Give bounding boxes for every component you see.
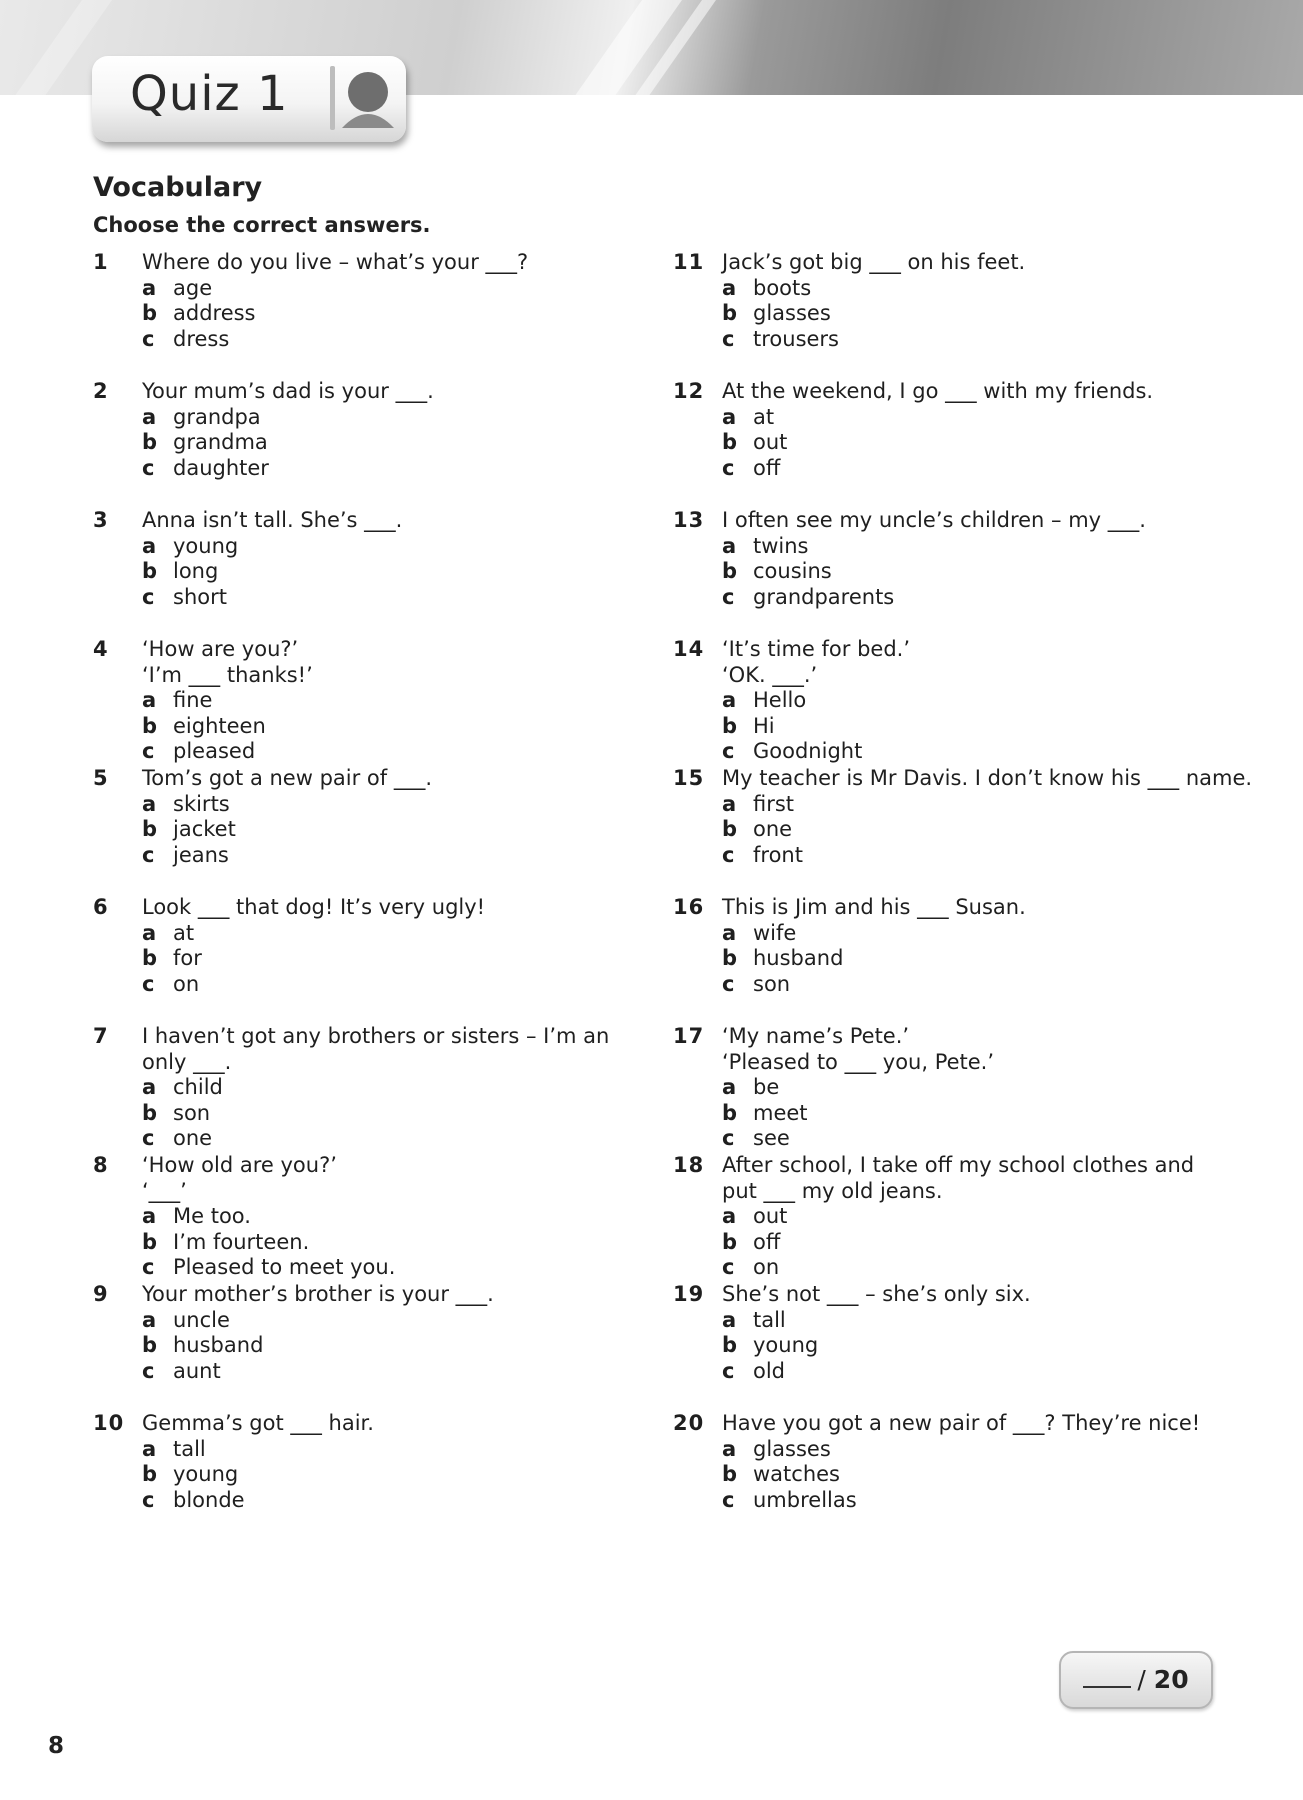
- option-letter: c: [142, 842, 155, 867]
- question-body: [142, 1153, 662, 1281]
- question-body: [722, 508, 1242, 610]
- option-letter: c: [722, 739, 735, 763]
- answer-option[interactable]: [722, 301, 1242, 327]
- question-number: 2: [93, 379, 109, 403]
- answer-option[interactable]: [142, 843, 662, 869]
- answer-option[interactable]: [722, 714, 1242, 740]
- option-text: dress: [173, 326, 230, 351]
- option-text: age: [173, 275, 213, 300]
- option-letter: c: [722, 455, 735, 480]
- question-body: [142, 508, 662, 610]
- option-letter: a: [722, 791, 737, 816]
- question-text: ‘I’m ___ thanks!’: [142, 662, 313, 687]
- option-letter: b: [142, 713, 158, 738]
- option-text: on: [173, 971, 200, 996]
- question-body: [142, 1282, 662, 1384]
- option-letter: a: [142, 275, 157, 300]
- option-letter: b: [722, 1229, 738, 1254]
- answer-option[interactable]: [722, 585, 1242, 611]
- answer-option[interactable]: [142, 1359, 662, 1385]
- option-letter: a: [722, 275, 737, 300]
- question-text: ‘How old are you?’: [142, 1153, 337, 1177]
- question-text: Anna isn’t tall. She’s ___.: [142, 508, 403, 532]
- option-text: be: [753, 1075, 780, 1099]
- answer-option[interactable]: [722, 688, 1242, 714]
- question-item: [673, 379, 1253, 508]
- score-total: 20: [1153, 1665, 1189, 1694]
- option-text: grandpa: [173, 404, 261, 429]
- question-body: [142, 766, 662, 868]
- option-letter: c: [142, 1126, 155, 1150]
- option-letter: b: [722, 430, 738, 454]
- question-number: 10: [93, 1411, 125, 1435]
- answer-option[interactable]: [722, 1359, 1242, 1385]
- option-text: glasses: [753, 1436, 831, 1461]
- question-item: [93, 508, 673, 637]
- question-text: put ___ my old jeans.: [722, 1178, 943, 1203]
- option-text: blonde: [173, 1487, 245, 1512]
- option-text: off: [753, 455, 781, 480]
- option-text: boots: [753, 275, 812, 300]
- question-item: [673, 508, 1253, 637]
- option-text: see: [753, 1126, 790, 1150]
- option-letter: b: [722, 1333, 738, 1357]
- question-body: [142, 895, 662, 997]
- question-item: [673, 1411, 1253, 1540]
- option-text: umbrellas: [753, 1487, 857, 1512]
- question-item: [93, 1411, 673, 1540]
- question-text: Tom’s got a new pair of ___.: [142, 766, 433, 790]
- option-letter: c: [142, 1487, 155, 1512]
- instructions: Choose the correct answers.: [93, 213, 431, 237]
- question-text: only ___.: [142, 1049, 232, 1074]
- question-text: ‘___’: [142, 1178, 187, 1203]
- answer-option[interactable]: [142, 921, 662, 947]
- answer-option[interactable]: [142, 585, 662, 611]
- option-text: out: [753, 430, 788, 454]
- option-letter: c: [142, 971, 155, 996]
- option-letter: a: [142, 688, 157, 712]
- option-letter: a: [722, 1307, 737, 1332]
- answer-option[interactable]: [142, 1101, 662, 1127]
- option-letter: b: [722, 713, 738, 738]
- option-letter: c: [722, 1126, 735, 1150]
- section-title: Vocabulary: [93, 172, 263, 203]
- question-number: 5: [93, 766, 109, 790]
- questions-column-left: [93, 250, 673, 1540]
- score-box[interactable]: [1059, 1651, 1213, 1709]
- option-text: Hello: [753, 688, 807, 712]
- option-text: young: [753, 1333, 819, 1357]
- question-number: 11: [673, 250, 705, 274]
- question-item: [93, 1153, 673, 1282]
- answer-option[interactable]: [722, 921, 1242, 947]
- option-letter: a: [142, 404, 157, 429]
- option-text: child: [173, 1075, 223, 1099]
- option-letter: c: [722, 842, 735, 867]
- answer-option[interactable]: [722, 1204, 1242, 1230]
- option-text: husband: [753, 946, 844, 970]
- option-text: out: [753, 1204, 788, 1228]
- answer-option[interactable]: [722, 1255, 1242, 1281]
- option-letter: c: [142, 1255, 155, 1279]
- answer-option[interactable]: [142, 1462, 662, 1488]
- option-letter: c: [722, 1487, 735, 1512]
- question-text: After school, I take off my school clothes and: [722, 1153, 1195, 1177]
- option-letter: a: [722, 920, 737, 945]
- question-number: 13: [673, 508, 705, 532]
- question-item: [93, 1024, 673, 1153]
- option-letter: b: [722, 1100, 738, 1125]
- question-number: 17: [673, 1024, 705, 1048]
- option-text: one: [753, 817, 793, 841]
- option-text: son: [753, 971, 791, 996]
- question-body: [722, 1024, 1242, 1152]
- question-body: [722, 1153, 1242, 1281]
- answer-option[interactable]: [142, 1230, 662, 1256]
- option-letter: c: [722, 1255, 735, 1279]
- option-text: wife: [753, 920, 797, 945]
- option-letter: c: [142, 1358, 155, 1383]
- option-letter: b: [722, 559, 738, 583]
- option-text: Pleased to meet you.: [173, 1255, 396, 1279]
- option-letter: a: [142, 791, 157, 816]
- question-text: ‘It’s time for bed.’: [722, 637, 910, 661]
- option-text: short: [173, 584, 227, 609]
- option-text: grandma: [173, 430, 268, 454]
- question-number: 3: [93, 508, 109, 532]
- question-body: [722, 1411, 1242, 1513]
- question-item: [673, 250, 1253, 379]
- option-letter: c: [722, 1358, 735, 1383]
- answer-option[interactable]: [722, 405, 1242, 431]
- question-body: [722, 895, 1242, 997]
- option-text: young: [173, 1462, 239, 1486]
- option-text: meet: [753, 1100, 808, 1125]
- option-text: I’m fourteen.: [173, 1229, 310, 1254]
- answer-option[interactable]: [142, 327, 662, 353]
- question-number: 12: [673, 379, 705, 403]
- question-body: [142, 637, 662, 765]
- question-number: 9: [93, 1282, 109, 1306]
- question-item: [93, 895, 673, 1024]
- answer-option[interactable]: [722, 792, 1242, 818]
- answer-option[interactable]: [142, 276, 662, 302]
- answer-option[interactable]: [722, 1126, 1242, 1152]
- option-text: on: [753, 1255, 780, 1279]
- option-text: jacket: [173, 817, 236, 841]
- question-body: [722, 1282, 1242, 1384]
- answer-option[interactable]: [722, 1075, 1242, 1101]
- question-text: She’s not ___ – she’s only six.: [722, 1282, 1031, 1306]
- option-letter: c: [142, 739, 155, 763]
- option-letter: b: [142, 559, 158, 583]
- answer-option[interactable]: [142, 946, 662, 972]
- option-text: tall: [173, 1436, 206, 1461]
- answer-option[interactable]: [142, 817, 662, 843]
- question-number: 20: [673, 1411, 705, 1435]
- score-separator: /: [1137, 1665, 1146, 1694]
- option-letter: b: [142, 817, 158, 841]
- question-item: [93, 1282, 673, 1411]
- answer-option[interactable]: [142, 688, 662, 714]
- question-item: [673, 1153, 1253, 1282]
- answer-option[interactable]: [142, 1255, 662, 1281]
- option-letter: a: [722, 1075, 737, 1099]
- question-text: Where do you live – what’s your ___?: [142, 250, 529, 274]
- option-text: at: [173, 920, 195, 945]
- option-text: first: [753, 791, 795, 816]
- question-number: 6: [93, 895, 109, 919]
- quiz-title-tab: [92, 56, 406, 142]
- answer-option[interactable]: [142, 1333, 662, 1359]
- option-text: aunt: [173, 1358, 221, 1383]
- answer-option[interactable]: [722, 739, 1242, 765]
- question-number: 16: [673, 895, 705, 919]
- answer-option[interactable]: [722, 1462, 1242, 1488]
- option-text: Goodnight: [753, 739, 863, 763]
- option-letter: c: [142, 584, 155, 609]
- option-letter: a: [142, 533, 157, 558]
- question-text: My teacher is Mr Davis. I don’t know his ___ name.: [722, 766, 1253, 790]
- option-text: fine: [173, 688, 213, 712]
- option-letter: c: [722, 326, 735, 351]
- option-letter: b: [142, 1100, 158, 1125]
- option-text: husband: [173, 1333, 264, 1357]
- option-text: uncle: [173, 1307, 230, 1332]
- option-letter: b: [722, 301, 738, 325]
- answer-option[interactable]: [722, 1101, 1242, 1127]
- answer-option[interactable]: [142, 792, 662, 818]
- question-body: [142, 1411, 662, 1513]
- question-item: [673, 895, 1253, 1024]
- option-letter: c: [722, 971, 735, 996]
- page-number: 8: [48, 1733, 65, 1759]
- question-number: 8: [93, 1153, 109, 1177]
- question-body: [142, 1024, 662, 1152]
- option-text: trousers: [753, 326, 839, 351]
- answer-option[interactable]: [722, 327, 1242, 353]
- option-text: young: [173, 533, 239, 558]
- question-number: 15: [673, 766, 705, 790]
- option-letter: a: [722, 404, 737, 429]
- answer-option[interactable]: [142, 456, 662, 482]
- question-item: [673, 766, 1253, 895]
- option-letter: b: [142, 1462, 158, 1486]
- question-text: Look ___ that dog! It’s very ugly!: [142, 895, 486, 919]
- option-text: daughter: [173, 455, 269, 480]
- question-number: 1: [93, 250, 109, 274]
- option-letter: a: [722, 1436, 737, 1461]
- option-letter: b: [142, 1229, 158, 1254]
- score-blank[interactable]: [1083, 1674, 1131, 1688]
- option-text: cousins: [753, 559, 832, 583]
- question-number: 4: [93, 637, 109, 661]
- option-text: Hi: [753, 713, 775, 738]
- option-letter: c: [142, 455, 155, 480]
- option-text: one: [173, 1126, 213, 1150]
- answer-option[interactable]: [142, 1075, 662, 1101]
- answer-option[interactable]: [142, 534, 662, 560]
- question-body: [722, 637, 1242, 765]
- option-text: watches: [753, 1462, 840, 1486]
- answer-option[interactable]: [142, 1126, 662, 1152]
- question-text: I haven’t got any brothers or sisters – I’m an: [142, 1024, 610, 1048]
- answer-option[interactable]: [142, 714, 662, 740]
- option-letter: b: [722, 1462, 738, 1486]
- option-letter: c: [142, 326, 155, 351]
- quiz-title: Quiz 1: [130, 66, 289, 122]
- option-letter: a: [722, 1204, 737, 1228]
- option-letter: a: [722, 533, 737, 558]
- option-text: jeans: [173, 842, 229, 867]
- question-item: [93, 250, 673, 379]
- option-text: pleased: [173, 739, 256, 763]
- option-text: eighteen: [173, 713, 266, 738]
- option-letter: b: [142, 1333, 158, 1357]
- answer-option[interactable]: [722, 1230, 1242, 1256]
- option-letter: b: [142, 946, 158, 970]
- option-text: front: [753, 842, 803, 867]
- option-text: twins: [753, 533, 809, 558]
- option-letter: b: [142, 301, 158, 325]
- option-letter: a: [142, 1307, 157, 1332]
- question-body: [722, 766, 1253, 868]
- option-letter: b: [722, 946, 738, 970]
- question-text: At the weekend, I go ___ with my friends.: [722, 379, 1154, 403]
- question-text: Gemma’s got ___ hair.: [142, 1411, 374, 1435]
- question-text: Have you got a new pair of ___? They’re nice!: [722, 1411, 1201, 1435]
- question-text: ‘Pleased to ___ you, Pete.’: [722, 1049, 995, 1074]
- question-body: [722, 250, 1242, 352]
- option-text: Me too.: [173, 1204, 251, 1228]
- option-text: address: [173, 301, 256, 325]
- question-body: [142, 379, 662, 481]
- option-text: at: [753, 404, 775, 429]
- answer-option[interactable]: [142, 405, 662, 431]
- answer-option[interactable]: [722, 534, 1242, 560]
- question-text: This is Jim and his ___ Susan.: [722, 895, 1026, 919]
- answer-option[interactable]: [142, 1488, 662, 1514]
- questions-column-right: [673, 250, 1253, 1540]
- option-text: off: [753, 1229, 781, 1254]
- answer-option[interactable]: [722, 1437, 1242, 1463]
- question-number: 19: [673, 1282, 705, 1306]
- answer-option[interactable]: [142, 739, 662, 765]
- answer-option[interactable]: [722, 559, 1242, 585]
- option-text: old: [753, 1358, 786, 1383]
- question-number: 7: [93, 1024, 109, 1048]
- answer-option[interactable]: [722, 1333, 1242, 1359]
- answer-option[interactable]: [142, 1308, 662, 1334]
- question-text: ‘How are you?’: [142, 637, 299, 661]
- question-text: ‘OK. ___.’: [722, 662, 818, 687]
- question-body: [722, 379, 1242, 481]
- question-text: I often see my uncle’s children – my ___.: [722, 508, 1146, 532]
- answer-option[interactable]: [722, 456, 1242, 482]
- option-letter: a: [142, 1075, 157, 1099]
- question-body: [142, 250, 662, 352]
- question-item: [93, 637, 673, 766]
- answer-option[interactable]: [722, 1308, 1242, 1334]
- option-text: skirts: [173, 791, 230, 816]
- option-text: grandparents: [753, 584, 895, 609]
- answer-option[interactable]: [722, 972, 1242, 998]
- answer-option[interactable]: [142, 1204, 662, 1230]
- answer-option[interactable]: [142, 1437, 662, 1463]
- question-item: [93, 766, 673, 895]
- option-letter: b: [722, 817, 738, 841]
- option-text: son: [173, 1100, 211, 1125]
- answer-option[interactable]: [142, 972, 662, 998]
- question-text: Your mother’s brother is your ___.: [142, 1282, 494, 1306]
- answer-option[interactable]: [722, 276, 1242, 302]
- answer-option[interactable]: [722, 946, 1242, 972]
- option-text: tall: [753, 1307, 786, 1332]
- question-item: [673, 637, 1253, 766]
- option-text: long: [173, 559, 219, 583]
- answer-option[interactable]: [142, 301, 662, 327]
- question-text: ‘My name’s Pete.’: [722, 1024, 910, 1048]
- option-letter: a: [142, 1436, 157, 1461]
- answer-option[interactable]: [142, 559, 662, 585]
- option-text: for: [173, 946, 202, 970]
- option-letter: a: [142, 1204, 157, 1228]
- answer-option[interactable]: [722, 843, 1242, 869]
- question-item: [673, 1282, 1253, 1411]
- answer-option[interactable]: [142, 430, 662, 456]
- student-icon: [328, 62, 400, 134]
- answer-option[interactable]: [722, 1488, 1242, 1514]
- option-letter: a: [142, 920, 157, 945]
- question-number: 18: [673, 1153, 705, 1177]
- answer-option[interactable]: [722, 430, 1242, 456]
- question-item: [673, 1024, 1253, 1153]
- question-text: Your mum’s dad is your ___.: [142, 379, 434, 403]
- option-text: glasses: [753, 301, 831, 325]
- option-letter: a: [722, 688, 737, 712]
- question-number: 14: [673, 637, 705, 661]
- question-item: [93, 379, 673, 508]
- option-letter: b: [142, 430, 158, 454]
- question-text: Jack’s got big ___ on his feet.: [722, 250, 1026, 274]
- answer-option[interactable]: [722, 817, 1242, 843]
- option-letter: c: [722, 584, 735, 609]
